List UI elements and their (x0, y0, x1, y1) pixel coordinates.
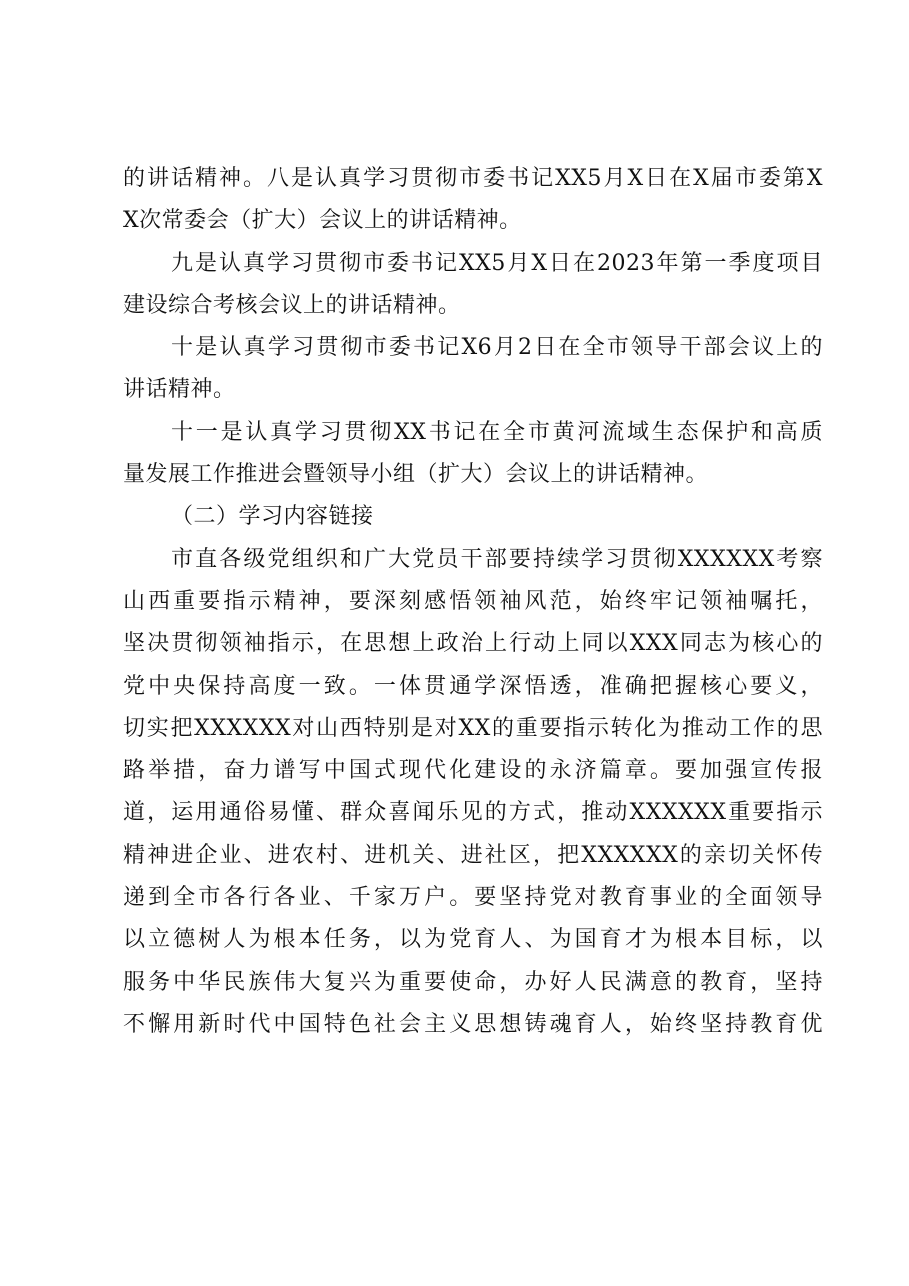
text-line: 的讲话精神。八是认真学习贯彻市委书记XX5月X日在X届市委第X (123, 166, 823, 191)
section-heading: （二）学习内容链接 (171, 504, 374, 530)
text-line: 党中央保持高度一致。一体贯通学深悟透，准确把握核心要义， (123, 673, 823, 699)
text-line: 市直各级党组织和广大党员干部要持续学习贯彻XXXXXX考察 (171, 546, 823, 572)
text-line: 切实把XXXXXX对山西特别是对XX的重要指示转化为推动工作的思 (123, 715, 823, 741)
text-line: 十一是认真学习贯彻XX书记在全市黄河流域生态保护和高质 (171, 419, 823, 445)
text-line: 不懈用新时代中国特色社会主义思想铸魂育人，始终坚持教育优 (123, 1011, 823, 1037)
text-line: 路举措，奋力谱写中国式现代化建设的永济篇章。要加强宣传报 (123, 758, 823, 784)
text-line: X次常委会（扩大）会议上的讲话精神。 (123, 208, 522, 234)
text-line: 以立德树人为根本任务，以为党育人、为国育才为根本目标，以 (123, 927, 823, 953)
text-line: 建设综合考核会议上的讲话精神。 (123, 292, 461, 318)
text-line: 坚决贯彻领袖指示，在思想上政治上行动上同以XXX同志为核心的 (123, 631, 823, 657)
document-body (123, 158, 823, 1046)
text-line: 递到全市各行各业、千家万户。要坚持党对教育事业的全面领导 (123, 885, 823, 911)
text-line: 讲话精神。 (123, 377, 236, 403)
text-line: 山西重要指示精神，要深刻感悟领袖风范，始终牢记领袖嘱托， (123, 588, 823, 614)
text-line: 道，运用通俗易懂、群众喜闻乐见的方式，推动XXXXXX重要指示 (123, 800, 823, 826)
text-line: 量发展工作推进会暨领导小组（扩大）会议上的讲话精神。 (123, 462, 709, 488)
text-line: 精神进企业、进农村、进机关、进社区，把XXXXXX的亲切关怀传 (123, 842, 823, 868)
text-line: 十是认真学习贯彻市委书记X6月2日在全市领导干部会议上的 (171, 335, 823, 361)
text-line: 九是认真学习贯彻市委书记XX5月X日在2023年第一季度项目 (171, 250, 823, 276)
text-line: 服务中华民族伟大复兴为重要使命，办好人民满意的教育，坚持 (123, 969, 823, 995)
